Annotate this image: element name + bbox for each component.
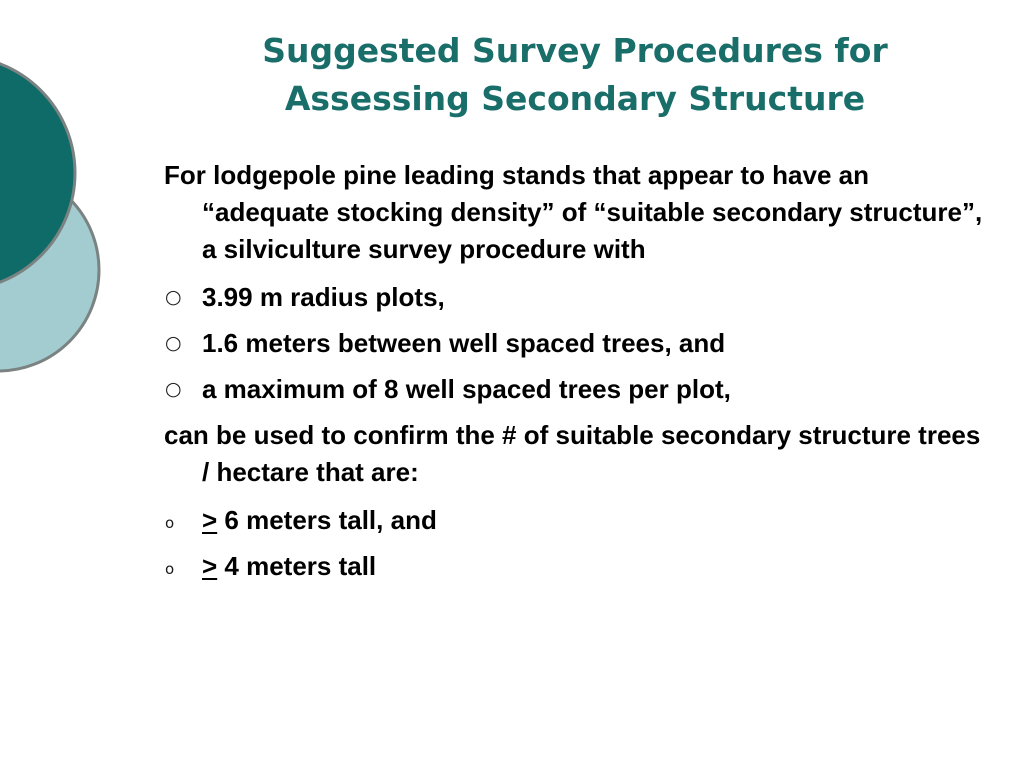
bullet-height-6m: [164, 502, 984, 539]
bullet-height-4m: [164, 548, 984, 585]
decorative-circles: [0, 0, 120, 420]
greater-equal-symbol: >: [202, 505, 218, 535]
intro-paragraph: For lodgepole pine leading stands that appear to have an “adequate stocking density” of “suitable secondary structure”, a silviculture survey procedure with: [164, 160, 983, 264]
ring-bullet-icon: ○: [165, 378, 182, 400]
bullet-text: 3.99 m radius plots,: [202, 282, 445, 312]
slide-title: [140, 27, 1010, 123]
title-line-1: Suggested Survey Procedures for: [262, 31, 888, 70]
bullet-plot-radius: [164, 279, 984, 316]
slide-body: [164, 157, 984, 594]
small-o-bullet-icon: o: [165, 514, 175, 532]
small-o-bullet-icon: o: [165, 560, 175, 578]
bullet-tree-spacing: [164, 325, 984, 362]
ring-bullet-icon: ○: [165, 332, 182, 354]
title-line-2: Assessing Secondary Structure: [284, 79, 866, 118]
conclusion-paragraph: can be used to confirm the # of suitable secondary structure trees / hectare that are:: [164, 420, 981, 487]
bullet-text: 6 meters tall, and: [217, 505, 437, 535]
bullet-max-trees: [164, 371, 984, 408]
ring-bullet-icon: ○: [165, 286, 182, 308]
greater-equal-symbol: >: [202, 551, 218, 581]
bullet-text: 1.6 meters between well spaced trees, and: [202, 328, 726, 358]
bullet-text: 4 meters tall: [217, 551, 377, 581]
bullet-text: a maximum of 8 well spaced trees per plot,: [202, 374, 731, 404]
